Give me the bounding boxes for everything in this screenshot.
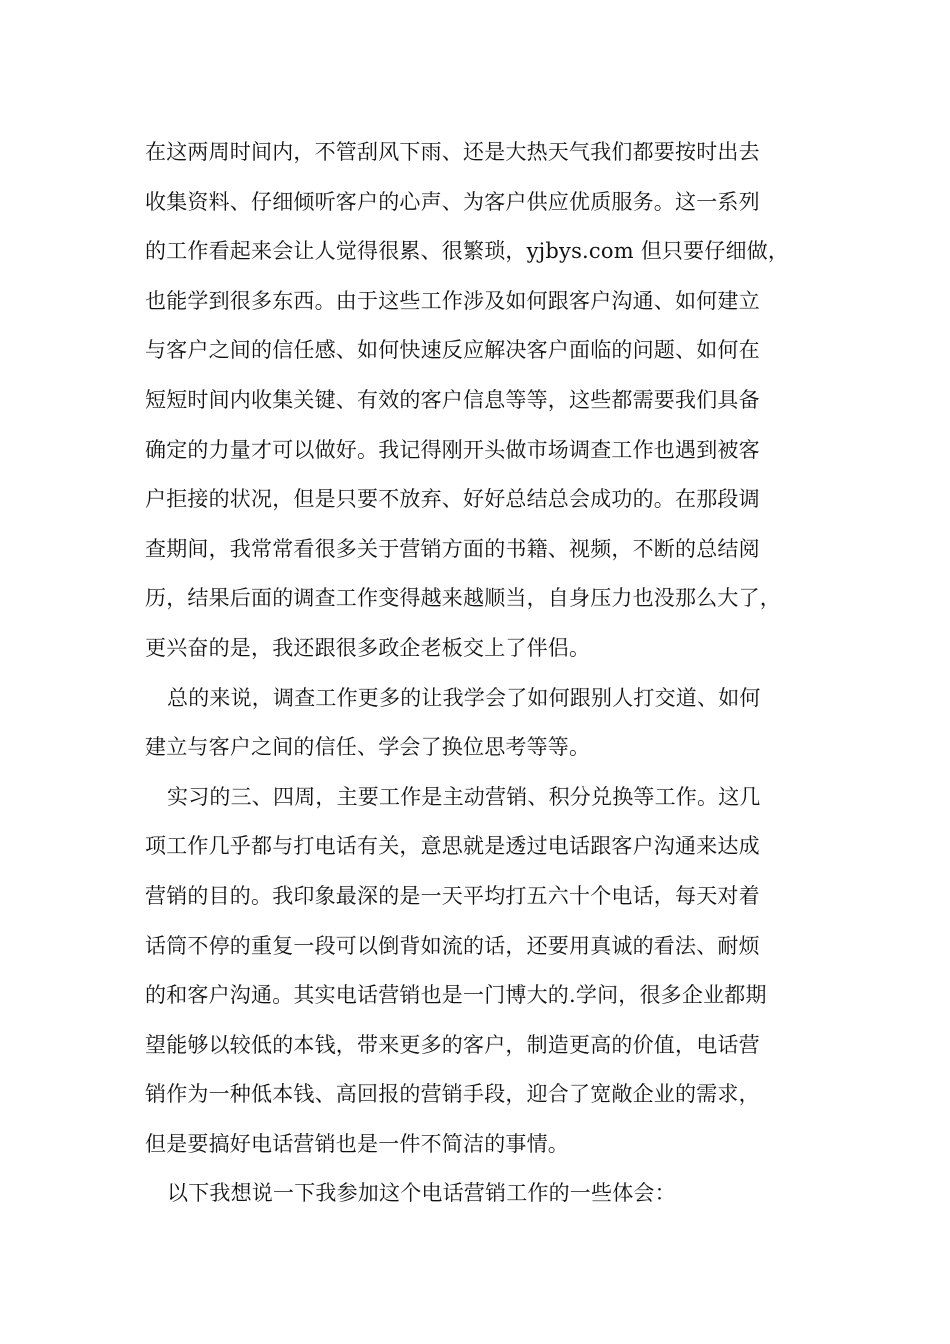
text-line: 收集资料、仔细倾听客户的心声、为客户供应优质服务。这一系列 — [145, 189, 760, 214]
text-line: 望能够以较低的本钱，带来更多的客户，制造更高的价值，电话营 — [145, 1032, 760, 1057]
text-line: 的工作看起来会让人觉得很累、很繁琐，yjbys.com 但只要仔细做， — [145, 239, 790, 264]
document-body — [145, 128, 825, 1219]
text-line: 在这两周时间内，不管刮风下雨、还是大热天气我们都要按时出去 — [145, 140, 760, 164]
text-line: 但是要搞好电话营销也是一件不简洁的事情。 — [145, 1131, 569, 1156]
text-line: 话筒不停的重复一段可以倒背如流的话，还要用真诚的看法、耐烦 — [145, 933, 760, 958]
text-line: 与客户之间的信任感、如何快速反应解决客户面临的问题、如何在 — [145, 338, 760, 363]
text-line: 项工作几乎都与打电话有关，意思就是透过电话跟客户沟通来达成 — [145, 834, 760, 859]
text-line: 更兴奋的是，我还跟很多政企老板交上了伴侣。 — [145, 635, 591, 660]
text-line: 户拒接的状况，但是只要不放弃、好好总结总会成功的。在那段调 — [145, 487, 760, 512]
paragraph-start-line: 以下我想说一下我参加这个电话营销工作的一些体会： — [167, 1181, 676, 1206]
text-line: 历，结果后面的调查工作变得越来越顺当，自身压力也没那么大了， — [145, 586, 781, 611]
text-line: 销作为一种低本钱、高回报的营销手段，迎合了宽敞企业的需求， — [145, 1082, 760, 1107]
text-line: 营销的目的。我印象最深的是一天平均打五六十个电话，每天对着 — [145, 883, 760, 908]
paragraph-start-line: 总的来说，调查工作更多的让我学会了如何跟别人打交道、如何 — [167, 685, 761, 710]
text-line: 查期间，我常常看很多关于营销方面的书籍、视频，不断的总结阅 — [145, 536, 760, 561]
text-line: 建立与客户之间的信任、学会了换位思考等等。 — [145, 735, 591, 760]
text-line: 确定的力量才可以做好。我记得刚开头做市场调查工作也遇到被客 — [145, 437, 760, 462]
text-line: 短短时间内收集关键、有效的客户信息等等，这些都需要我们具备 — [145, 387, 760, 412]
paragraph-start-line: 实习的三、四周，主要工作是主动营销、积分兑换等工作。这几 — [167, 784, 761, 809]
text-line: 的和客户沟通。其实电话营销也是一门博大的.学问，很多企业都期 — [145, 983, 767, 1008]
text-line: 也能学到很多东西。由于这些工作涉及如何跟客户沟通、如何建立 — [145, 288, 760, 313]
